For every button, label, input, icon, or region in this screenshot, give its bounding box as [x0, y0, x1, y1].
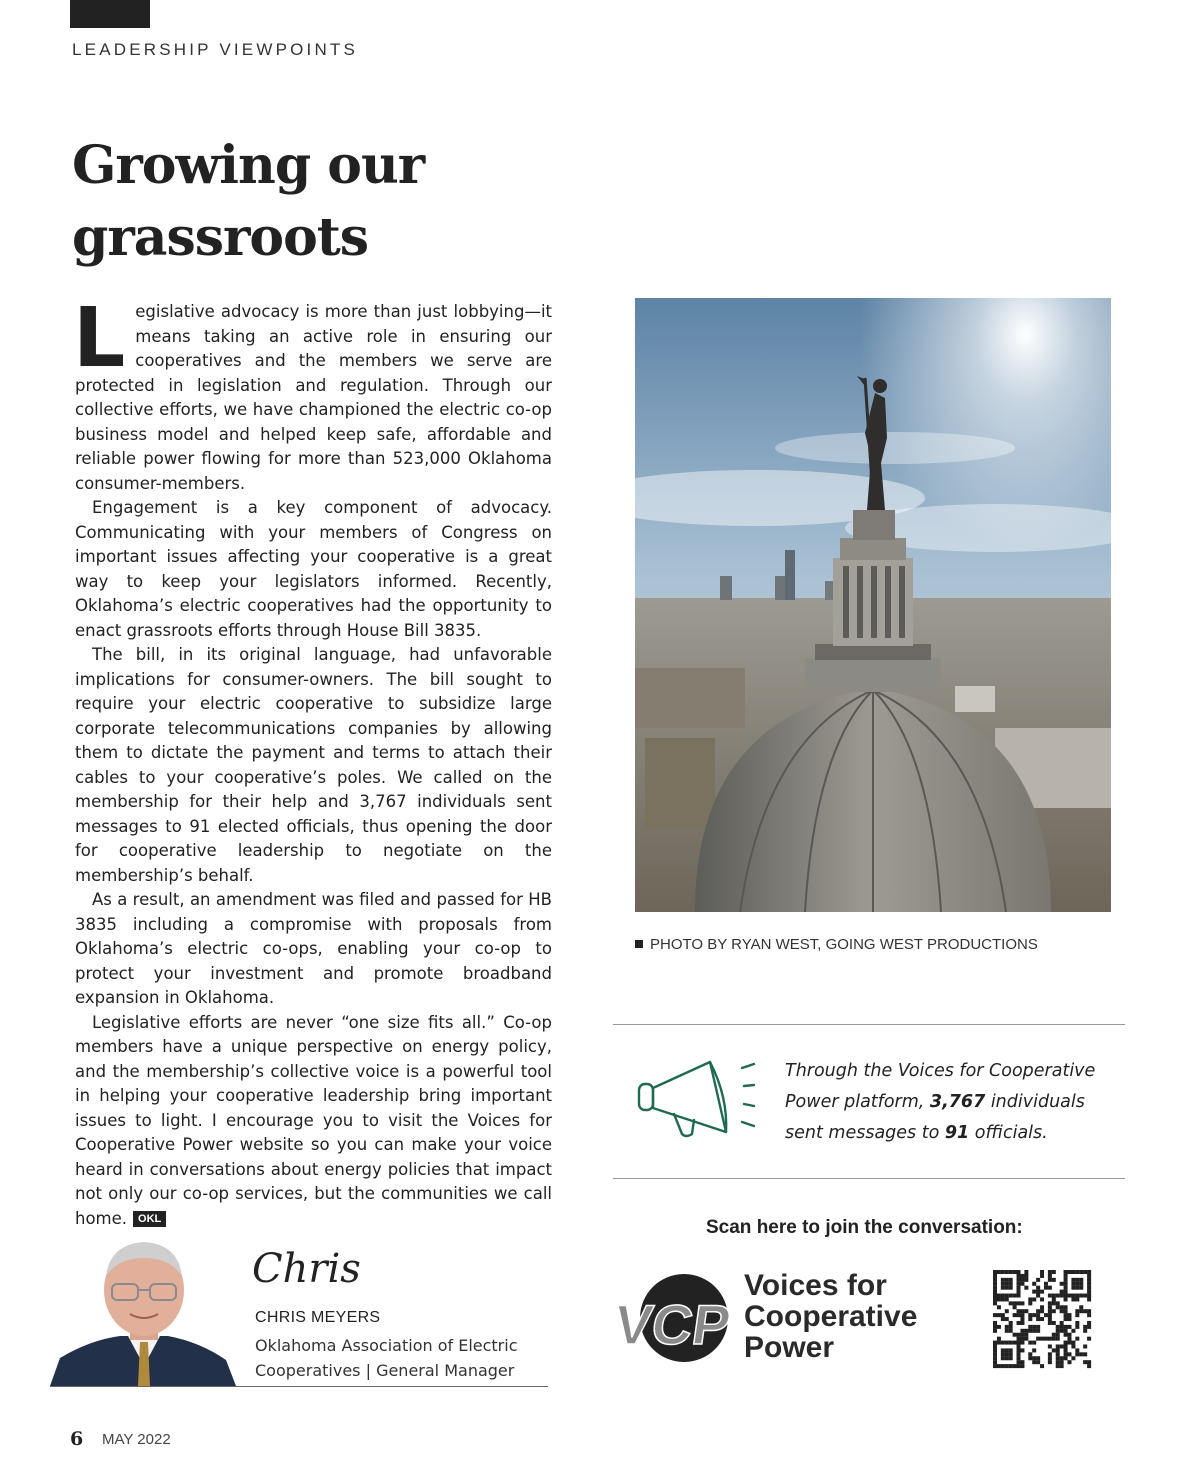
author-title: Oklahoma Association of Electric Cooperatives | General Manager — [255, 1336, 518, 1380]
callout-quote: Through the Voices for Cooperative Power platform, 3,767 individuals sent messages to 91 officials. — [785, 1061, 1096, 1143]
okl-end-badge: OKL — [133, 1211, 166, 1227]
article-paragraph-3: The bill, in its original language, had unfavorable implications for consumer-owners. The bill sought to require your electric cooperative to subsidize large corporate telecommunications companies by allowing them to dictate the payment and terms to attach their cables to your cooperative’s poles. We called on the membership for their help and 3,767 individuals sent messages to 91 elected officials, thus opening the door for cooperative leadership to negotiate on the membership’s behalf. — [75, 645, 552, 885]
vcp-wordmark: Voices for Cooperative Power — [744, 1269, 918, 1364]
author-name: CHRIS MEYERS — [255, 1309, 381, 1326]
header-tab-block — [70, 0, 150, 28]
callout-count: 3,767 — [929, 1092, 986, 1112]
svg-text:Chris: Chris — [252, 1246, 361, 1292]
author-portrait — [50, 1236, 236, 1386]
callout-officials: 91 — [944, 1123, 970, 1143]
megaphone-icon — [636, 1054, 766, 1142]
article-title: Growing our grassroots — [72, 135, 425, 268]
author-signature — [250, 1238, 360, 1298]
callout-top-rule — [613, 1024, 1125, 1025]
callout-bottom-rule — [613, 1178, 1125, 1179]
signoff-rule — [50, 1386, 548, 1387]
issue-date: MAY 2022 — [102, 1431, 171, 1448]
drop-cap: L — [73, 291, 126, 386]
article-paragraph-1: Legislative advocacy is more than just lobbying—it means taking an active role in ensuring our cooperatives and the members we serve are protected in legislation and regulation. Through our collective efforts, we have championed the electric co-op business model and helped keep safe, affordable and reliable power flowing for more than 523,000 Oklahoma consumer-members. — [73, 291, 552, 493]
section-label: LEADERSHIP VIEWPOINTS — [72, 40, 359, 59]
article-paragraph-2: Engagement is a key component of advocacy. Communicating with your members of Congress on important issues affecting your cooperative is a great way to keep your legislators informed. Recently, Oklahoma’s electric cooperatives had the opportunity to enact grassroots efforts through House Bill 3835. — [75, 498, 552, 640]
article-paragraph-4: As a result, an amendment was filed and passed for HB 3835 including a compromise with proposals from Oklahoma’s electric co-ops, enabling your co-op to protect your investment and promote broadband expansion in Oklahoma. — [75, 890, 552, 1007]
vcp-logo-text: VCP — [610, 1293, 735, 1356]
credit-square-icon — [635, 940, 643, 948]
scan-cta-label: Scan here to join the conversation: — [706, 1217, 1023, 1238]
photo-credit: PHOTO BY RYAN WEST, GOING WEST PRODUCTIONS — [635, 936, 1038, 953]
page-number: 6 — [70, 1428, 84, 1450]
article-paragraph-5: Legislative efforts are never “one size fits all.” Co-op members have a unique perspective on energy policy, and the membership’s collective voice is a powerful tool in helping your cooperative leadership bring important issues to light. I encourage you to visit the Voices for Cooperative Power website so you can make your voice heard in conversations about energy policies that impact not only our co-op services, but the communities we call home. OKL — [75, 1012, 552, 1228]
capitol-dome-photo — [635, 298, 1111, 912]
vcp-logo[interactable] — [610, 1264, 736, 1374]
qr-code[interactable] — [993, 1270, 1091, 1368]
article-body — [73, 291, 552, 1231]
